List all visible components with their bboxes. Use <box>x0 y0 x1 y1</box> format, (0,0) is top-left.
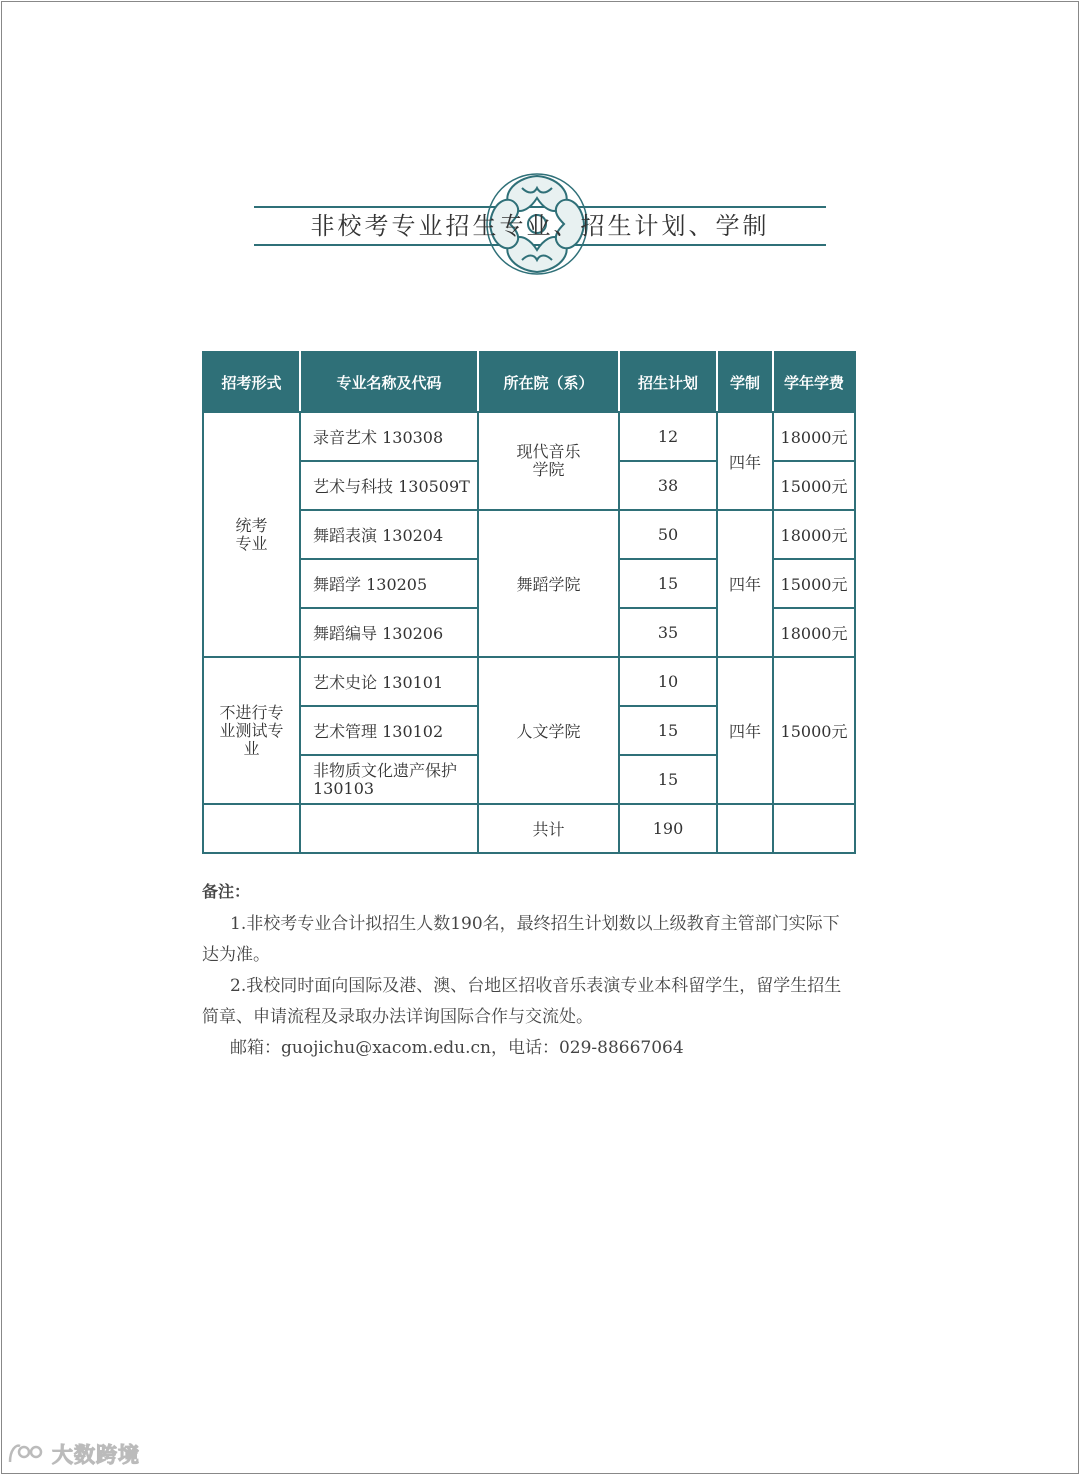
table-row <box>203 657 855 706</box>
duration-cell: 四年 <box>717 510 773 657</box>
fee-cell: 18000元 <box>773 412 855 461</box>
table-row <box>203 510 855 559</box>
empty-cell <box>717 804 773 853</box>
major-cell: 艺术史论 130101 <box>300 657 478 706</box>
major-cell <box>300 755 478 804</box>
fee-cell: 18000元 <box>773 510 855 559</box>
major-cell: 舞蹈编导 130206 <box>300 608 478 657</box>
fee-cell: 15000元 <box>773 657 855 804</box>
department-cell <box>478 412 619 510</box>
major-cell: 舞蹈表演 130204 <box>300 510 478 559</box>
plan-cell: 15 <box>619 706 717 755</box>
plan-cell: 35 <box>619 608 717 657</box>
plan-cell: 50 <box>619 510 717 559</box>
total-label: 共计 <box>478 804 619 853</box>
header-plan: 招生计划 <box>619 352 717 412</box>
plan-cell: 15 <box>619 755 717 804</box>
form-label: 统考专业 <box>235 515 268 553</box>
notes-heading: 备注： <box>202 882 251 901</box>
page-title <box>254 210 826 242</box>
watermark-logo-icon <box>6 1440 48 1468</box>
notes-section <box>202 876 852 1064</box>
plan-cell: 38 <box>619 461 717 510</box>
header-department: 所在院（系） <box>478 352 619 412</box>
form-cell <box>203 412 300 657</box>
fee-cell: 18000元 <box>773 608 855 657</box>
empty-cell <box>300 804 478 853</box>
fee-cell: 15000元 <box>773 461 855 510</box>
major-cell: 艺术与科技 130509T <box>300 461 478 510</box>
major-cell: 录音艺术 130308 <box>300 412 478 461</box>
major-cell: 艺术管理 130102 <box>300 706 478 755</box>
watermark <box>6 1439 140 1469</box>
department-cell: 人文学院 <box>478 657 619 804</box>
header-major: 专业名称及代码 <box>300 352 478 412</box>
duration-cell: 四年 <box>717 657 773 804</box>
form-label: 不进行专业测试专业 <box>219 702 284 758</box>
plan-cell: 12 <box>619 412 717 461</box>
table-row <box>203 412 855 461</box>
note-item: 1.非校考专业合计拟招生人数190名，最终招生计划数以上级教育主管部门实际下达为准。 <box>202 914 840 965</box>
note-item: 邮箱：guojichu@xacom.edu.cn，电话：029-88667064 <box>230 1038 684 1058</box>
page-title-text: 非校考专业招生专业、招生计划、学制 <box>310 212 770 240</box>
plan-cell: 15 <box>619 559 717 608</box>
header-form: 招考形式 <box>203 352 300 412</box>
duration-cell: 四年 <box>717 412 773 510</box>
watermark-text: 大数跨境 <box>52 1443 140 1467</box>
department-label: 现代音乐学院 <box>516 442 581 479</box>
note-item: 2.我校同时面向国际及港、澳、台地区招收音乐表演专业本科留学生，留学生招生简章、申请流程及录取办法详询国际合作与交流处。 <box>202 976 842 1027</box>
major-label: 非物质文化遗产保护 130103 <box>313 760 458 798</box>
header-fee: 学年学费 <box>773 352 855 412</box>
empty-cell <box>203 804 300 853</box>
major-cell: 舞蹈学 130205 <box>300 559 478 608</box>
total-row <box>203 804 855 853</box>
admission-table <box>202 351 856 854</box>
fee-cell: 15000元 <box>773 559 855 608</box>
table-header-row <box>203 352 855 412</box>
empty-cell <box>773 804 855 853</box>
title-banner <box>254 168 826 280</box>
department-cell: 舞蹈学院 <box>478 510 619 657</box>
total-value: 190 <box>619 804 717 853</box>
plan-cell: 10 <box>619 657 717 706</box>
header-duration: 学制 <box>717 352 773 412</box>
form-cell <box>203 657 300 804</box>
